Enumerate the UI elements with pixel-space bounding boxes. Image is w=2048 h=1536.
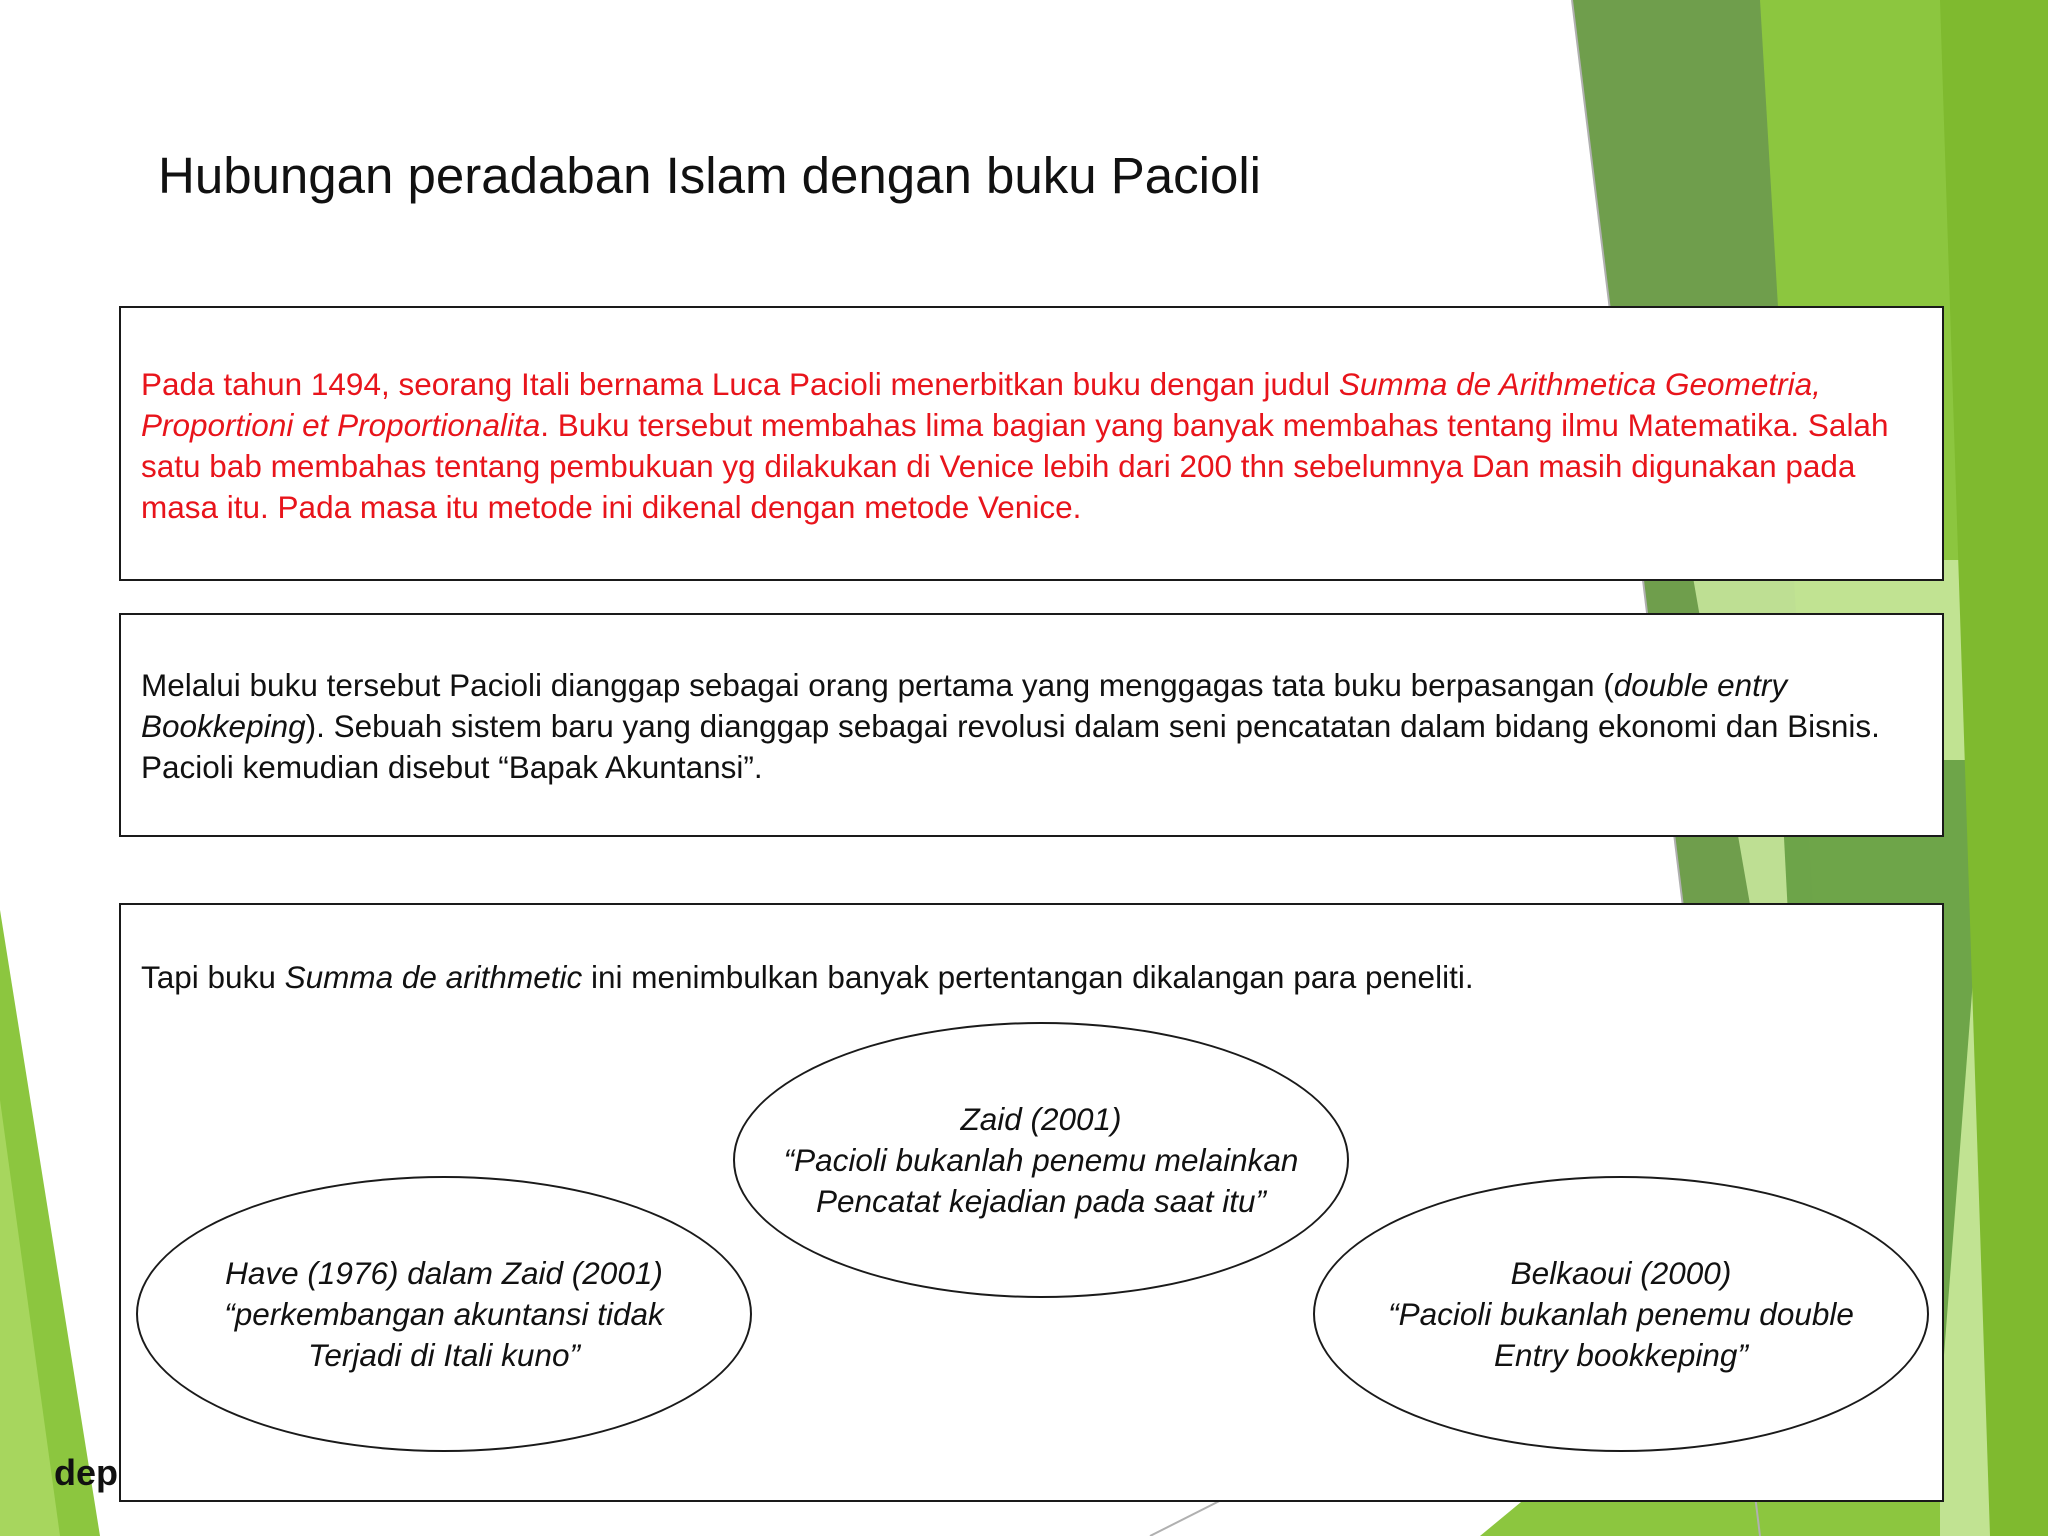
intro-paragraph xyxy=(141,364,1918,528)
opinion-quote-line: Terjadi di Itali kuno” xyxy=(308,1336,580,1373)
opinion-author: Have (1976) dalam Zaid (2001) xyxy=(225,1254,663,1291)
opinion-quote-line: “Pacioli bukanlah penemu double xyxy=(1388,1295,1854,1332)
opinion-author: Belkaoui (2000) xyxy=(1510,1254,1732,1291)
controversy-text-a: Tapi buku xyxy=(141,959,285,995)
opinion-quote-line: “perkembangan akuntansi tidak xyxy=(224,1295,664,1332)
text-box-double-entry xyxy=(119,613,1944,837)
opinion-quote-line: “Pacioli bukanlah penemu melainkan xyxy=(783,1141,1299,1178)
intro-text-a: Pada tahun 1494, seorang Itali bernama Luca Pacioli menerbitkan buku dengan judul xyxy=(141,366,1339,402)
watermark-text: dep xyxy=(54,1452,119,1493)
controversy-text-b: ini menimbulkan banyak pertentangan dikalangan para peneliti. xyxy=(582,959,1474,995)
controversy-book-italic: Summa de arithmetic xyxy=(284,959,583,995)
opinion-quote-line: Entry bookkeping” xyxy=(1494,1336,1748,1373)
text-box-intro xyxy=(119,306,1944,581)
book-title-italic: Summa de Arithmetica Geometria, Proportioni et Proportionalita xyxy=(141,366,1821,443)
opinion-quote-line: Pencatat kejadian pada saat itu” xyxy=(815,1182,1267,1219)
intro-text-b: . Buku tersebut membahas lima bagian yang banyak membahas tentang ilmu Matematika. Salah satu bab membahas tentang pembukuan yg dilakukan di Venice lebih dari 200 thn sebelumnya Dan masih digunakan pada masa itu. Pada masa itu metode ini dikenal dengan metode Venice. xyxy=(141,407,1889,525)
slide-title: Hubungan peradaban Islam dengan buku Pacioli xyxy=(158,147,1261,204)
opinion-author: Zaid (2001) xyxy=(960,1100,1122,1137)
double-entry-text-a: Melalui buku tersebut Pacioli dianggap sebagai orang pertama yang menggagas tata buku berpasangan ( xyxy=(141,667,1614,703)
opinion-ellipse-have xyxy=(136,1176,752,1452)
double-entry-text-b: ). Sebuah sistem baru yang dianggap sebagai revolusi dalam seni pencatatan dalam bidang ekonomi dan Bisnis. Pacioli kemudian disebut “Bapak Akuntansi”. xyxy=(141,708,1880,785)
double-entry-paragraph xyxy=(141,665,1918,788)
opinion-ellipse-zaid xyxy=(733,1022,1349,1298)
controversy-paragraph xyxy=(141,957,1918,998)
opinion-ellipse-belkaoui xyxy=(1313,1176,1929,1452)
double-entry-term-italic: double entry Bookkeping xyxy=(141,667,1788,744)
